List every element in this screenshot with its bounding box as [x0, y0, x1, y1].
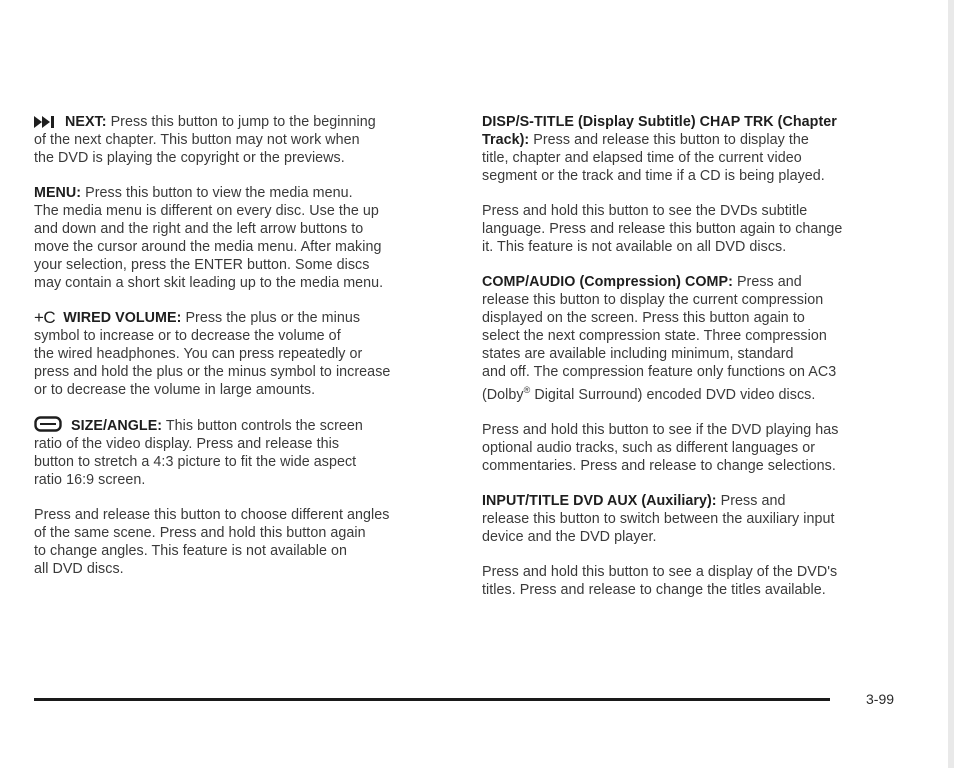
input-hold-text-line: titles. Press and release to change the titles available. [482, 581, 826, 598]
angles-text-line: Press and release this button to choose different angles [34, 507, 390, 523]
disp-text-line: segment or the track and time if a CD is being played. [482, 168, 825, 184]
comp-audio-section [482, 273, 910, 404]
disp-subtitle-section [482, 113, 910, 185]
input-hold-text-line: Press and hold this button to see a display of the DVD's [482, 563, 838, 580]
disp-hold-paragraph [482, 202, 910, 256]
disp-hold-text-line: language. Press and release this button again to change [482, 221, 843, 237]
input-title-section [482, 492, 910, 546]
wired-volume-section [34, 309, 454, 399]
input-text-line: release this button to switch between the auxiliary input [482, 510, 835, 527]
menu-text-line: The media menu is different on every disc. Use the up [34, 203, 379, 219]
menu-text-line: Press this button to view the media menu. [85, 185, 353, 201]
comp-text-line: select the next compression state. Three compression [482, 328, 827, 344]
skip-next-icon [34, 116, 56, 128]
disp-heading: DISP/S-TITLE (Display Subtitle) CHAP TRK (Chapter [482, 114, 837, 130]
menu-text-line: your selection, press the ENTER button. Some discs [34, 257, 370, 273]
page-edge-shadow [948, 0, 954, 768]
next-text-line: Press this button to jump to the beginning [110, 114, 376, 130]
next-text-line: of the next chapter. This button may not work when [34, 132, 360, 148]
menu-section [34, 184, 454, 292]
input-hold-paragraph [482, 563, 910, 599]
volume-plus-minus-icon: +C [34, 308, 56, 327]
wired-volume-heading: WIRED VOLUME: [63, 310, 182, 326]
input-text-line: device and the DVD player. [482, 528, 657, 545]
wired-volume-text-line: symbol to increase or to decrease the volume of [34, 328, 341, 344]
comp-hold-text-line: Press and hold this button to see if the DVD playing has [482, 421, 839, 438]
wired-volume-text-line: Press the plus or the minus [185, 310, 361, 326]
dolby-text: (Dolby [482, 386, 524, 403]
comp-hold-text-line: optional audio tracks, such as different languages or [482, 439, 816, 456]
menu-text-line: move the cursor around the media menu. After making [34, 239, 382, 255]
size-angle-text-line: button to stretch a 4:3 picture to fit the wide aspect [34, 454, 357, 470]
next-text-line: the DVD is playing the copyright or the previews. [34, 150, 345, 166]
size-angle-section [34, 416, 454, 489]
footer-rule [34, 698, 830, 701]
comp-text-line: release this button to display the current compression [482, 292, 824, 308]
comp-text-line: displayed on the screen. Press this button again to [482, 310, 805, 326]
disp-text-line: Press and release this button to display the [533, 132, 809, 148]
angles-paragraph [34, 506, 454, 578]
left-column [34, 113, 454, 595]
next-section [34, 113, 454, 167]
comp-text-line: Press and [736, 274, 802, 290]
comp-text-line: states are available including minimum, standard [482, 346, 794, 362]
wired-volume-text-line: or to decrease the volume in large amounts. [34, 382, 316, 398]
menu-heading: MENU: [34, 185, 82, 201]
disp-heading-cont: Track): [482, 132, 530, 148]
wired-volume-text-line: the wired headphones. You can press repeatedly or [34, 346, 363, 362]
menu-text-line: and down and the right and the left arrow buttons to [34, 221, 364, 237]
dolby-text-rest: Digital Surround) encoded DVD video discs. [530, 386, 816, 403]
wired-volume-text-line: press and hold the plus or the minus symbol to increase [34, 364, 391, 380]
size-angle-heading: SIZE/ANGLE: [71, 418, 163, 434]
input-heading: INPUT/TITLE DVD AUX (Auxiliary): [482, 492, 717, 509]
input-text-line: Press and [720, 492, 786, 509]
menu-text-line: may contain a short skit leading up to the media menu. [34, 275, 384, 291]
comp-hold-text-line: commentaries. Press and release to change selections. [482, 457, 836, 474]
angles-text-line: to change angles. This feature is not available on [34, 543, 348, 559]
angles-text-line: all DVD discs. [34, 561, 124, 577]
right-column [482, 113, 910, 616]
comp-hold-paragraph [482, 421, 910, 475]
angles-text-line: of the same scene. Press and hold this button again [34, 525, 366, 541]
disp-text-line: title, chapter and elapsed time of the current video [482, 150, 802, 166]
size-angle-text-line: ratio 16:9 screen. [34, 472, 146, 488]
disp-hold-text-line: it. This feature is not available on all DVD discs. [482, 239, 787, 255]
registered-mark: ® [523, 385, 531, 395]
aspect-ratio-icon [34, 416, 62, 432]
size-angle-text-line: This button controls the screen [165, 418, 363, 434]
comp-text-line: and off. The compression feature only functions on AC3 [482, 364, 837, 380]
size-angle-text-line: ratio of the video display. Press and release this [34, 436, 340, 452]
page-number: 3-99 [866, 691, 895, 707]
next-heading: NEXT: [65, 114, 107, 130]
disp-hold-text-line: Press and hold this button to see the DVDs subtitle [482, 203, 808, 219]
comp-text-line-last [482, 381, 910, 404]
comp-heading: COMP/AUDIO (Compression) COMP: [482, 274, 733, 290]
